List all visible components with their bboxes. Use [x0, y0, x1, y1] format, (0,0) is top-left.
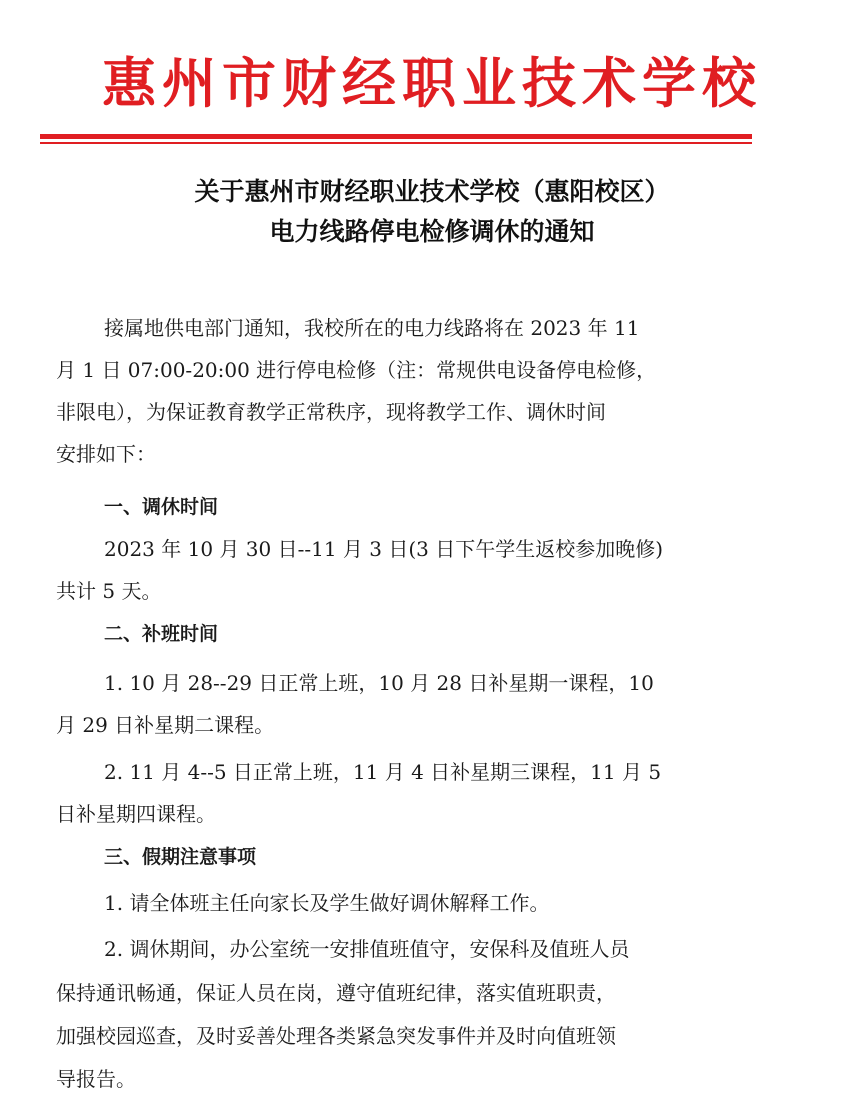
section3-item1-line-1: 1. 请全体班主任向家长及学生做好调休解释工作。 — [104, 891, 550, 915]
section1-line-1: 2023 年 10 月 30 日--11 月 3 日(3 日下午学生返校参加晚修) — [104, 537, 664, 561]
section-heading-2: 二、补班时间 — [104, 623, 219, 645]
intro-line-1: 接属地供电部门通知，我校所在的电力线路将在 2023 年 11 — [104, 316, 640, 340]
notice-title-line-2: 电力线路停电检修调休的通知 — [269, 217, 595, 246]
intro-line-4: 安排如下： — [56, 442, 156, 466]
intro-line-3: 非限电），为保证教育教学正常秩序，现将教学工作、调休时间 — [56, 400, 606, 424]
section3-item2-line-2: 保持通讯畅通，保证人员在岗，遵守值班纪律，落实值班职责， — [56, 981, 616, 1005]
letterhead-rule-thick — [40, 134, 752, 139]
section3-item2-line-1: 2. 调休期间，办公室统一安排值班值守，安保科及值班人员 — [104, 937, 630, 961]
section-heading-1: 一、调休时间 — [104, 496, 219, 518]
section3-item2-line-3: 加强校园巡查，及时妥善处理各类紧急突发事件并及时向值班领 — [56, 1024, 616, 1048]
section2-item1-line-2: 月 29 日补星期二课程。 — [56, 713, 275, 737]
school-letterhead: 惠州市财经职业技术学校 — [102, 52, 762, 115]
section2-item1-line-1: 1. 10 月 28--29 日正常上班，10 月 28 日补星期一课程，10 — [104, 671, 654, 695]
section1-line-2: 共计 5 天。 — [56, 579, 162, 603]
section2-item2-line-2: 日补星期四课程。 — [56, 802, 216, 826]
section-heading-3: 三、假期注意事项 — [104, 846, 257, 868]
letterhead-rule-thin — [40, 142, 752, 144]
intro-line-2: 月 1 日 07:00-20:00 进行停电检修（注：常规供电设备停电检修， — [56, 358, 657, 382]
section2-item2-line-1: 2. 11 月 4--5 日正常上班，11 月 4 日补星期三课程，11 月 5 — [104, 760, 662, 784]
notice-title-line-1: 关于惠州市财经职业技术学校（惠阳校区） — [194, 177, 670, 206]
section3-item2-line-4: 导报告。 — [56, 1067, 136, 1091]
